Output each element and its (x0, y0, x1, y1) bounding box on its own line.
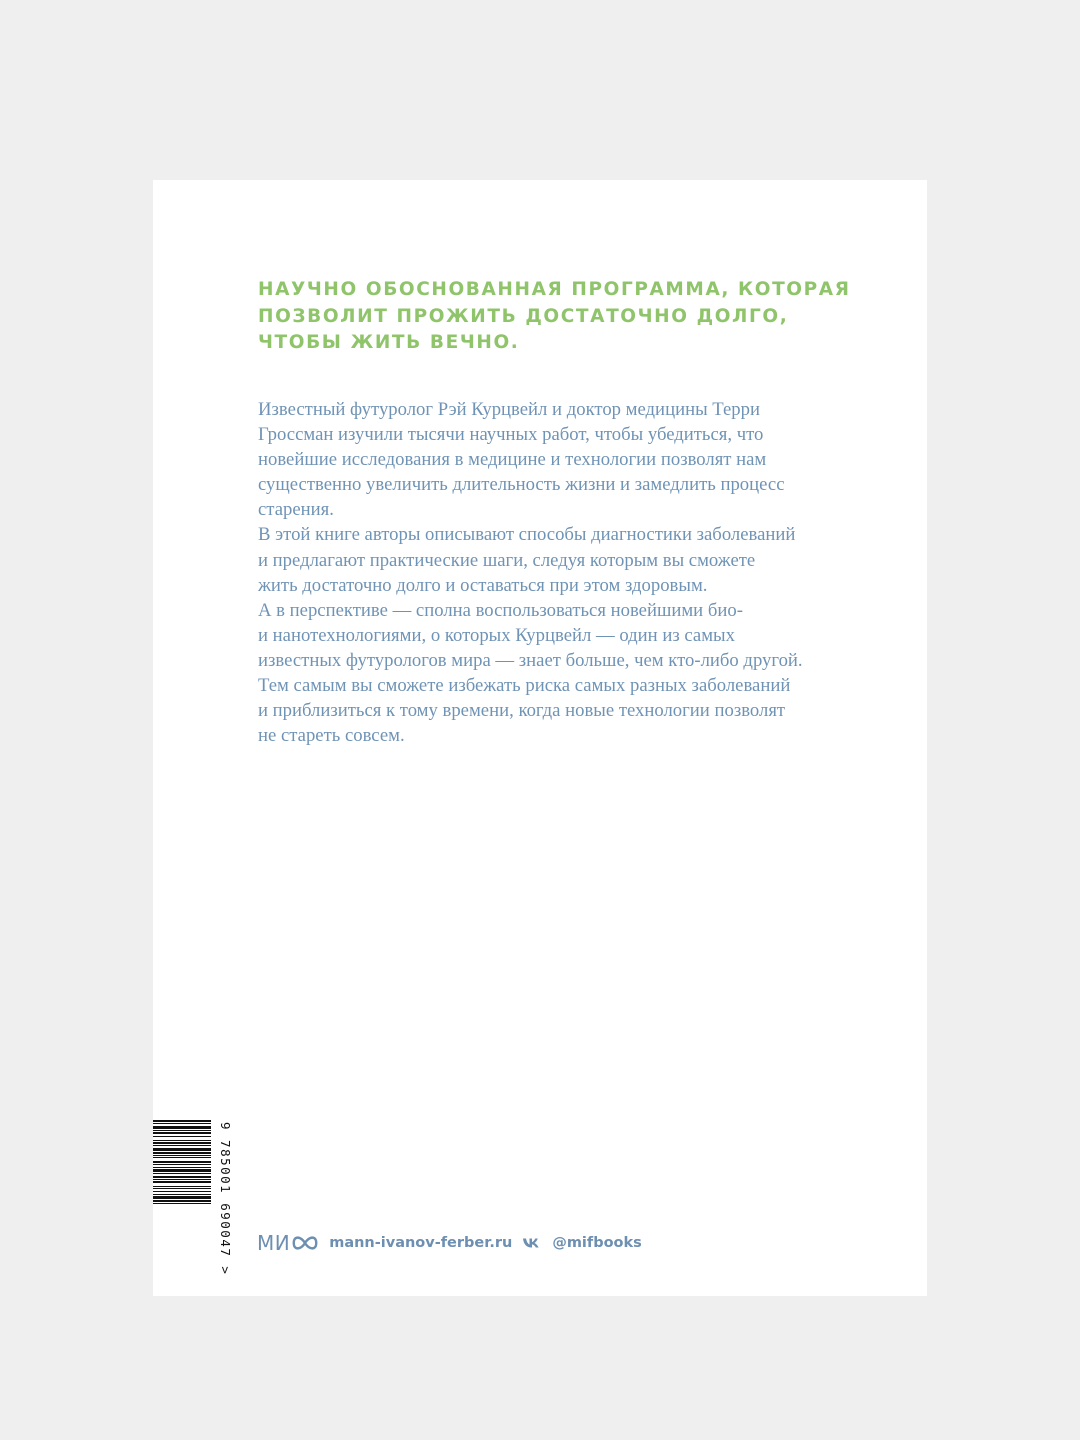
description-line: Известный футуролог Рэй Курцвейл и доктор медицины Терри (258, 399, 760, 420)
description-line: известных футурологов мира — знает больше, чем кто-либо другой. (258, 649, 803, 671)
barcode-bar (153, 1173, 211, 1174)
barcode-bar (153, 1145, 211, 1146)
description-line: Тем самым вы сможете избежать риска самых разных заболеваний (258, 675, 791, 697)
description-line: и нанотехнологиями, о которых Курцвейл — один из самых (258, 624, 735, 646)
barcode-bar (153, 1176, 211, 1178)
barcode-bar (153, 1188, 211, 1189)
social-handle[interactable]: @mifbooks (552, 1235, 642, 1251)
isbn-barcode (153, 1120, 233, 1276)
barcode-bar (153, 1136, 211, 1137)
barcode-bar (153, 1200, 211, 1202)
barcode-bar (153, 1148, 211, 1151)
barcode-bar (153, 1120, 211, 1122)
description-line: и предлагают практические шаги, следуя которым вы сможете (258, 549, 756, 571)
barcode-bar (153, 1126, 211, 1129)
barcode-bar (153, 1130, 211, 1131)
headline-line: НАУЧНО ОБОСНОВАННАЯ ПРОГРАММА, КОТОРАЯ (258, 279, 851, 300)
headline-line: ЧТОБЫ ЖИТЬ ВЕЧНО. (258, 332, 520, 353)
barcode-bar (153, 1203, 211, 1204)
description-line: А в перспективе — сполна воспользоваться новейшими био- (258, 599, 743, 621)
infinity-logo-icon (291, 1234, 319, 1252)
barcode-bar (153, 1167, 211, 1168)
website-link[interactable]: mann-ivanov-ferber.ru (329, 1235, 513, 1251)
barcode-bar (153, 1142, 211, 1144)
barcode-bar (153, 1140, 211, 1141)
barcode-bar (153, 1152, 211, 1154)
barcode-bar (153, 1155, 211, 1156)
description-line: новейшие исследования в медицине и технологии позволят нам (258, 449, 767, 471)
description-line: Гроссман изучили тысячи научных работ, чтобы убедиться, что (258, 424, 764, 446)
barcode-bar (153, 1194, 211, 1195)
publisher-logo (257, 1231, 319, 1255)
barcode-bar (153, 1157, 211, 1158)
book-description (258, 397, 838, 748)
barcode-bar (153, 1123, 211, 1124)
headline (258, 277, 851, 357)
barcode-bar (153, 1169, 211, 1172)
publisher-footer (257, 1229, 642, 1257)
barcode-bar (153, 1132, 211, 1134)
description-line: жить достаточно долго и оставаться при этом здоровым. (258, 574, 708, 596)
description-line: и приблизиться к тому времени, когда новые технологии позволят (258, 700, 786, 722)
description-line: не стареть совсем. (258, 725, 405, 747)
vk-icon[interactable] (522, 1237, 542, 1249)
description-line: старения. (258, 499, 334, 521)
barcode-bar (153, 1179, 211, 1180)
book-back-cover (153, 180, 927, 1296)
description-line: существенно увеличить длительность жизни и замедлить процесс (258, 474, 785, 496)
barcode-bar (153, 1191, 211, 1192)
logo-letters: МИ (257, 1231, 291, 1255)
barcode-bar (153, 1186, 211, 1187)
barcode-bar (153, 1164, 211, 1165)
barcode-bar (153, 1181, 211, 1183)
headline-line: ПОЗВОЛИТ ПРОЖИТЬ ДОСТАТОЧНО ДОЛГО, (258, 305, 789, 327)
barcode-bar (153, 1161, 211, 1163)
isbn-number: 9 785001 690047 > (218, 1122, 233, 1276)
barcode-bar (153, 1196, 211, 1199)
description-line: В этой книге авторы описывают способы диагностики заболеваний (258, 524, 796, 546)
barcode-bars (153, 1120, 213, 1250)
